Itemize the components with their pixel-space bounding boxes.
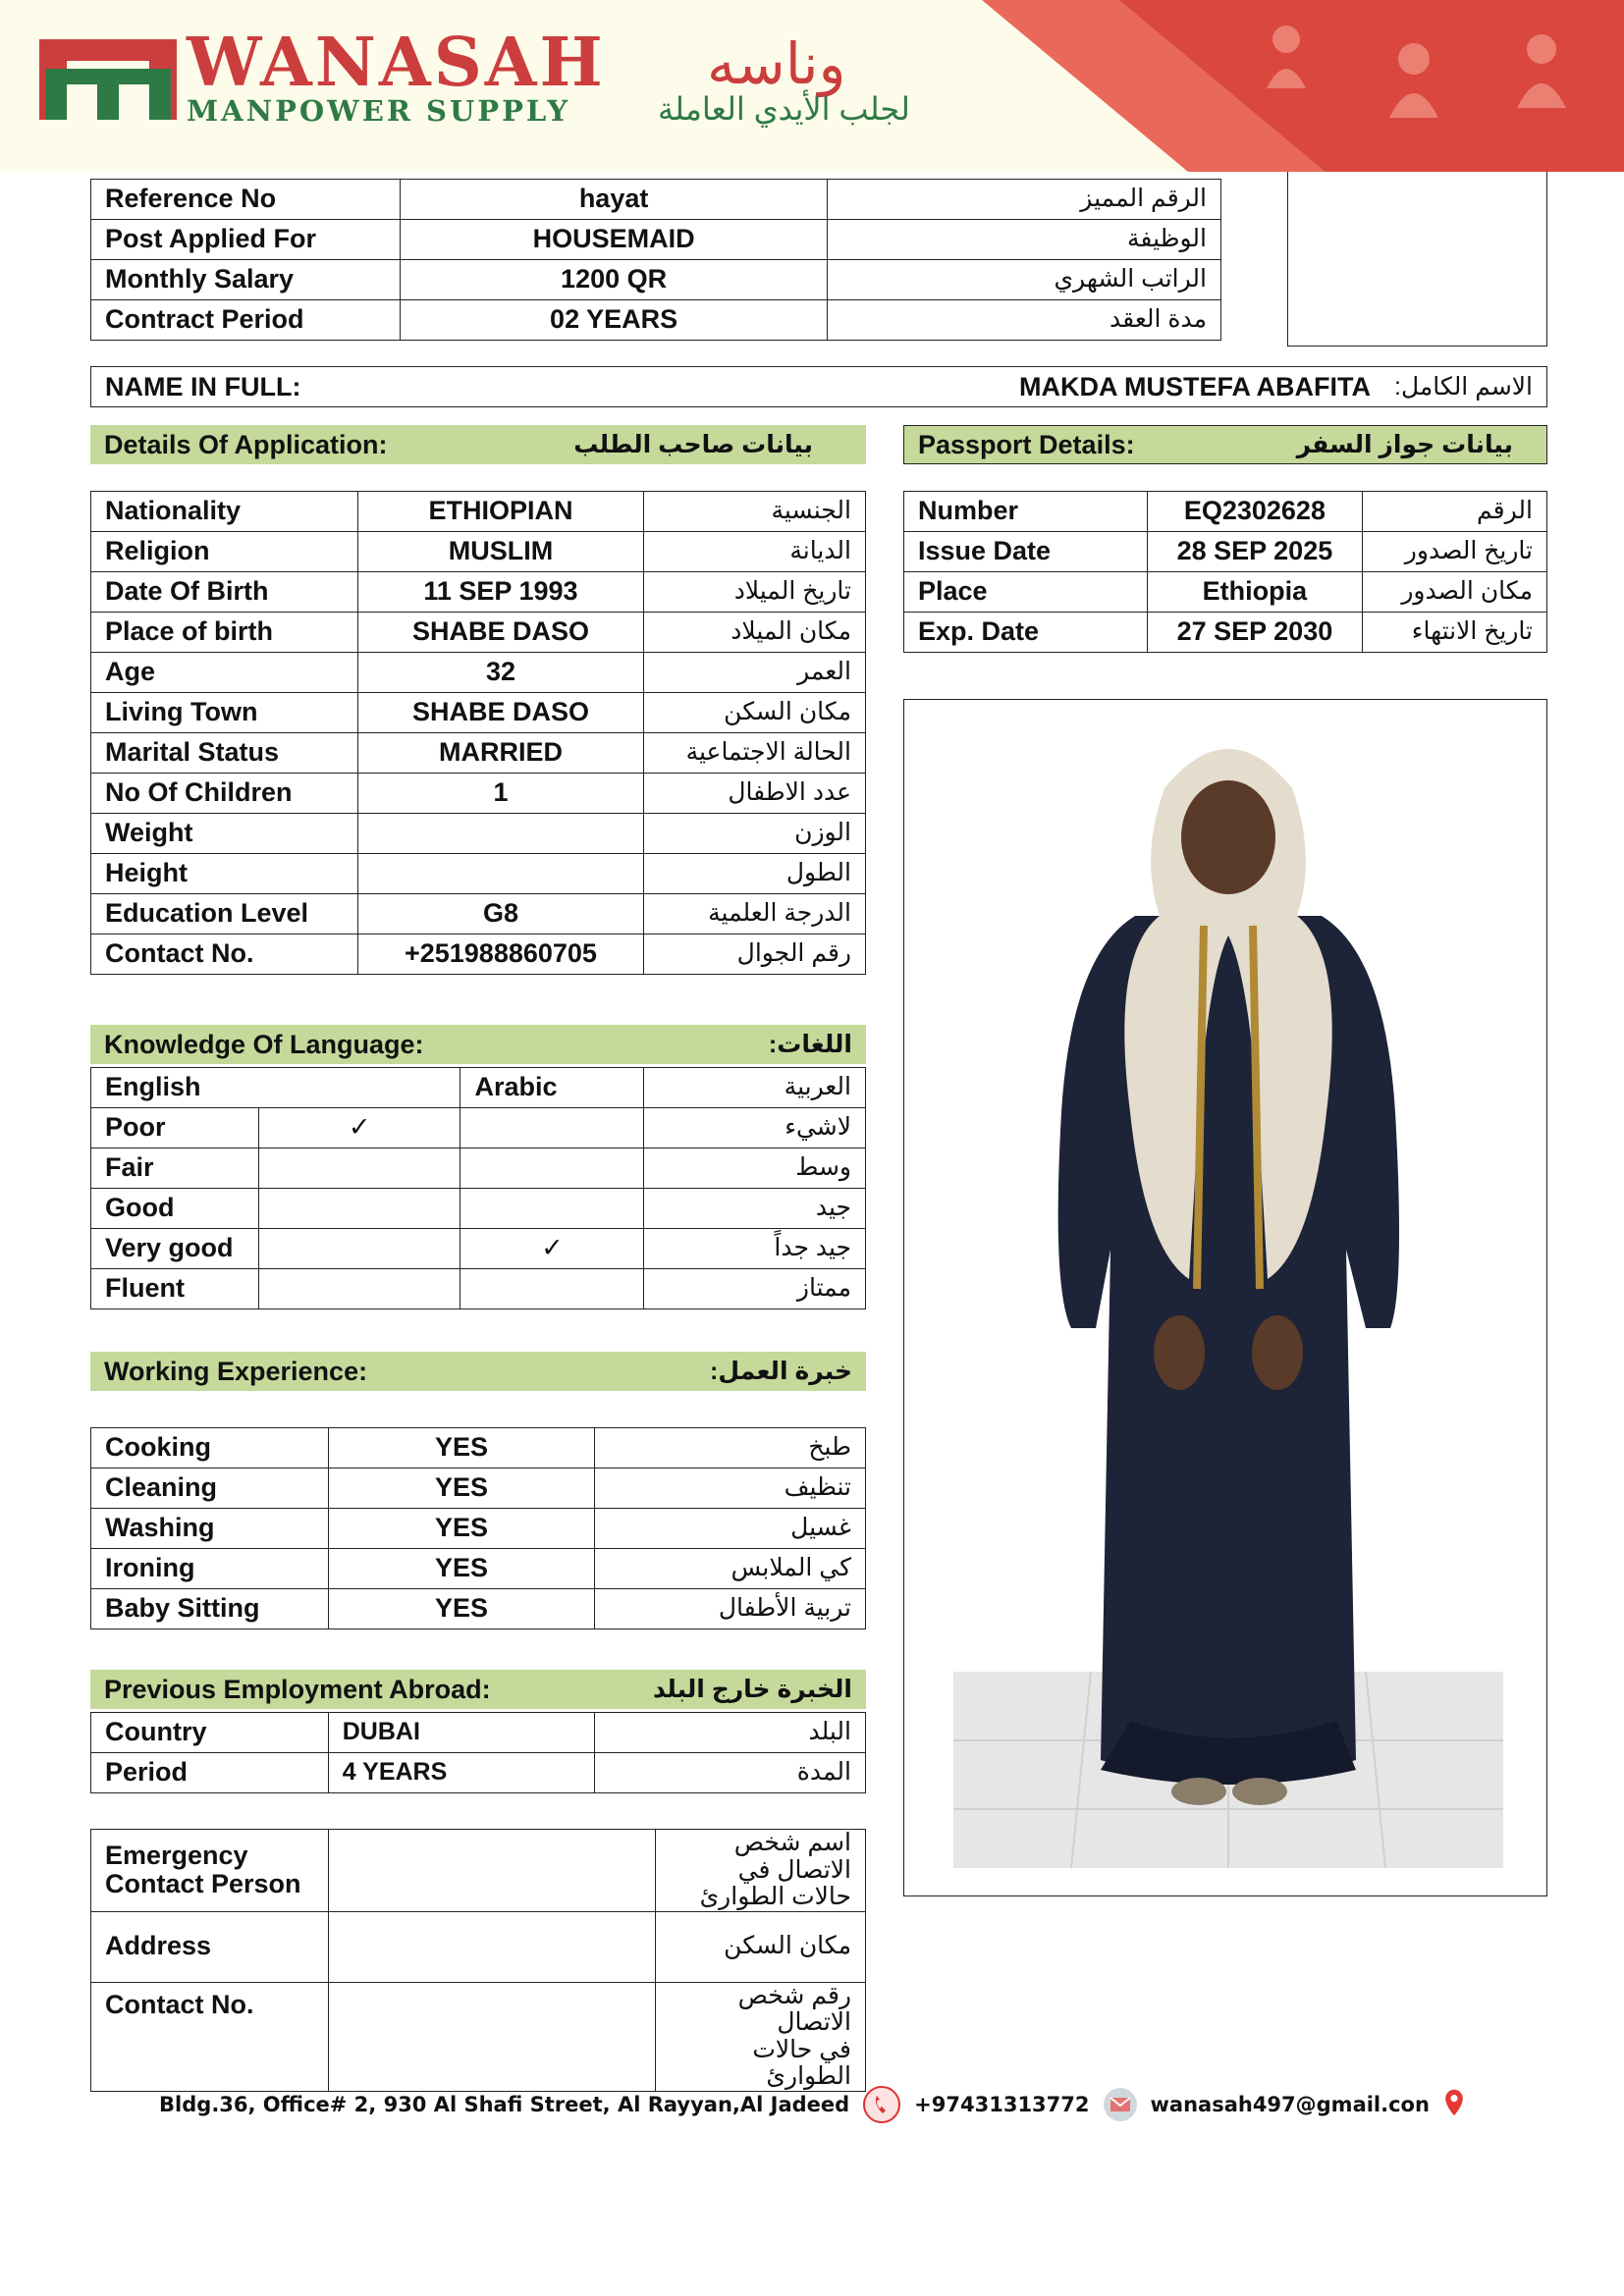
table-row: Washing YES غسيل [91, 1509, 866, 1549]
experience-table [90, 1427, 866, 1629]
table-row: Number EQ2302628 الرقم [904, 492, 1547, 532]
footer-email[interactable]: wanasah497@gmail.con [1150, 2093, 1430, 2116]
photo-placeholder-box [1287, 172, 1547, 347]
table-row: English Arabic العربية [91, 1068, 866, 1108]
table-row: Place of birth SHABE DASO مكان الميلاد [91, 613, 866, 653]
reference-table [90, 179, 1221, 341]
passport-title: Passport Details: [918, 429, 1135, 459]
table-row: Cleaning YES تنظيف [91, 1468, 866, 1509]
brand-subtitle-arabic: لجلب الأيدي العاملة [658, 91, 910, 127]
experience-section-header [90, 1352, 866, 1391]
full-name-value: MAKDA MUSTEFA ABAFITA [1019, 371, 1371, 401]
previous-title-arabic: الخبرة خارج البلد [652, 1676, 852, 1703]
previous-employment-table [90, 1712, 866, 1793]
letterhead [0, 0, 1624, 172]
details-title: Details Of Application: [104, 429, 388, 459]
table-row: Ironing YES كي الملابس [91, 1549, 866, 1589]
details-title-arabic: بيانات صاحب الطلب [573, 431, 813, 458]
table-row: Weight الوزن [91, 814, 866, 854]
language-title-arabic: اللغات: [768, 1031, 852, 1058]
table-row: Good جيد [91, 1189, 866, 1229]
details-table [90, 491, 866, 975]
full-name-label-arabic: الاسم الكامل: [1394, 373, 1533, 400]
table-row: Contact No. +251988860705 رقم الجوال [91, 934, 866, 975]
brand-subtitle: MANPOWER SUPPLY [187, 94, 571, 128]
experience-title-arabic: خبرة العمل: [710, 1358, 852, 1385]
table-row: Marital Status MARRIED الحالة الاجتماعية [91, 733, 866, 774]
footer [0, 2086, 1624, 2123]
previous-title: Previous Employment Abroad: [104, 1674, 491, 1704]
location-pin-icon [1443, 2088, 1465, 2122]
previous-employment-header [90, 1670, 866, 1709]
table-row: Exp. Date 27 SEP 2030 تاريخ الانتهاء [904, 613, 1547, 653]
table-row: Place Ethiopia مكان الصدور [904, 572, 1547, 613]
table-row: Age 32 العمر [91, 653, 866, 693]
details-section-header [90, 425, 866, 464]
phone-icon [863, 2086, 900, 2123]
candidate-photo-frame [903, 699, 1547, 1896]
table-row: Fluent ممتاز [91, 1269, 866, 1309]
language-table [90, 1067, 866, 1309]
table-row: Post Applied For HOUSEMAID الوظيفة [91, 220, 1221, 260]
table-row: Monthly Salary 1200 QR الراتب الشهري [91, 260, 1221, 300]
passport-section-header [903, 425, 1547, 464]
table-row: Cooking YES طبخ [91, 1428, 866, 1468]
table-row: Date Of Birth 11 SEP 1993 تاريخ الميلاد [91, 572, 866, 613]
table-row: Contact No. رقم شخص الاتصال في حالات الطوارئ [91, 1982, 866, 2091]
table-row: No Of Children 1 عدد الاطفال [91, 774, 866, 814]
table-row: Living Town SHABE DASO مكان السكن [91, 693, 866, 733]
company-logo-icon [39, 39, 177, 120]
full-name-label: NAME IN FULL: [105, 371, 301, 401]
passport-table [903, 491, 1547, 653]
table-row: Country DUBAI البلد [91, 1713, 866, 1753]
brand-name: WANASAH [187, 24, 606, 102]
table-row: Emergency Contact Person اسم شخص الاتصال في حالات الطوارئ [91, 1830, 866, 1912]
experience-title: Working Experience: [104, 1356, 368, 1386]
full-name-row [90, 366, 1547, 407]
passport-title-arabic: بيانات جواز السفر [1296, 431, 1513, 458]
table-row: Height الطول [91, 854, 866, 894]
table-row: Baby Sitting YES تربية الأطفال [91, 1589, 866, 1629]
table-row: Nationality ETHIOPIAN الجنسية [91, 492, 866, 532]
table-row: Contract Period 02 YEARS مدة العقد [91, 300, 1221, 341]
table-row: Education Level G8 الدرجة العلمية [91, 894, 866, 934]
language-title: Knowledge Of Language: [104, 1029, 424, 1059]
table-row: Poor ✓ لاشيء [91, 1108, 866, 1148]
table-row: Reference No hayat الرقم المميز [91, 180, 1221, 220]
candidate-photo [953, 700, 1503, 1868]
table-row: Issue Date 28 SEP 2025 تاريخ الصدور [904, 532, 1547, 572]
footer-address: Bldg.36, Office# 2, 930 Al Shafi Street, Al Rayyan,Al Jadeed [159, 2093, 850, 2116]
table-row: Fair وسط [91, 1148, 866, 1189]
table-row: Religion MUSLIM الديانة [91, 532, 866, 572]
emergency-table [90, 1829, 866, 2092]
decorative-pattern [864, 0, 1624, 172]
language-section-header [90, 1025, 866, 1064]
brand-name-arabic: وناسه [707, 30, 846, 97]
email-icon [1104, 2088, 1137, 2121]
table-row: Very good ✓ جيد جداً [91, 1229, 866, 1269]
footer-phone[interactable]: +97431313772 [914, 2093, 1090, 2116]
table-row: Period 4 YEARS المدة [91, 1753, 866, 1793]
table-row: Address مكان السكن [91, 1911, 866, 1982]
